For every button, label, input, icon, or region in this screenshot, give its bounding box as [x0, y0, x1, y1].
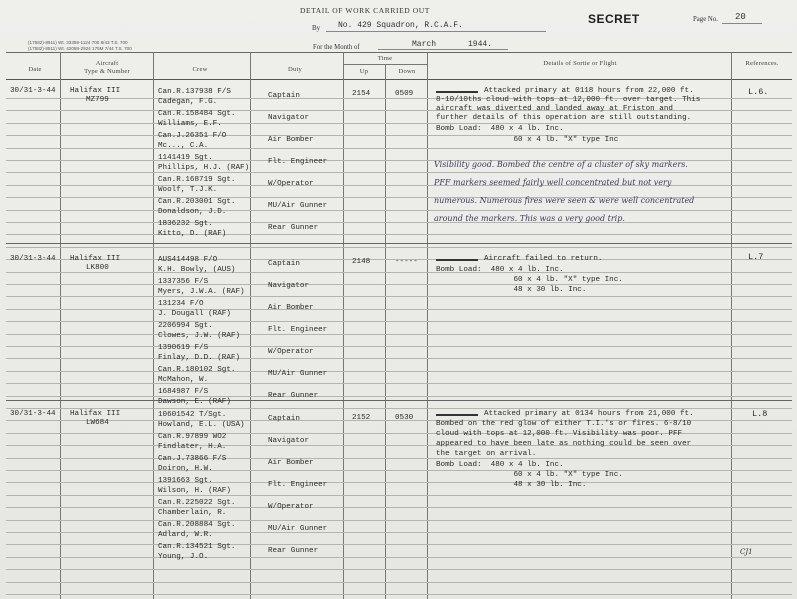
col-header-crew: Crew: [192, 66, 208, 73]
reference: L.6.: [748, 87, 769, 97]
details-line: 60 x 4 lb. "X" type Inc: [436, 136, 619, 144]
ruled-line: [6, 408, 792, 409]
ruled-line: [6, 296, 792, 297]
crew-name: Myers, J.W.A. (RAF): [158, 288, 245, 296]
aircraft-type: Halifax III: [70, 255, 121, 263]
crew-duty: Flt. Engineer: [268, 326, 328, 334]
crew-name: Clowes, J.W. (RAF): [158, 332, 241, 340]
ruled-line: [6, 470, 792, 471]
aircraft-number: LK800: [86, 264, 109, 272]
ruled-line: [6, 582, 792, 583]
ruled-line: [6, 222, 792, 223]
ruled-line: [6, 495, 792, 496]
crew-service-number: Can.R.208884 Sgt.: [158, 521, 236, 529]
ruled-line: [6, 532, 792, 533]
crew-service-number: Can.J.73866 F/S: [158, 455, 227, 463]
ruled-line: [6, 234, 792, 235]
crew-name: Phillips, H.J. (RAF): [158, 164, 250, 172]
form-codes: (17582)-8511) Wt. 33359-1124 700 8/43 T.S. 700 (17582)-8511) Wt. 42058-2924 175M 7/44 T.S. 700: [28, 40, 132, 51]
crew-duty: W/Operator: [268, 180, 314, 188]
crew-duty: W/Operator: [268, 503, 314, 511]
details-line: Attacked primary at 0134 hours from 21,000 ft.: [484, 410, 694, 418]
ruled-line: [6, 396, 792, 397]
crew-duty: Navigator: [268, 114, 310, 122]
crew-service-number: Can.R.97899 WO2: [158, 433, 227, 441]
time-up: 2152: [352, 414, 371, 422]
page-underline: [722, 23, 762, 24]
handwritten-note: around the markers. This was a very good trip.: [434, 214, 625, 223]
ruled-line: [6, 458, 792, 459]
crew-service-number: 10601542 T/Sgt.: [158, 411, 227, 419]
sortie-date: 30/31-3-44: [10, 87, 56, 95]
details-line: Attacked primary at 0118 hours from 22,000 ft.: [484, 87, 694, 95]
crew-service-number: Can.R.158484 Sgt.: [158, 110, 236, 118]
sortie-date: 30/31-3-44: [10, 410, 56, 418]
crew-name: Wilson, H. (RAF): [158, 487, 231, 495]
ruled-line: [6, 482, 792, 483]
crew-duty: W/Operator: [268, 348, 314, 356]
col-header-up: Up: [359, 68, 369, 75]
crew-name: K.H. Bowly, (AUS): [158, 266, 236, 274]
crew-duty: Navigator: [268, 437, 310, 445]
crew-duty: Air Bomber: [268, 136, 314, 144]
details-line: Bombed on the red glow of either T.I.'s or fires. 6-8/10: [436, 420, 692, 428]
crew-service-number: 1337356 F/S: [158, 278, 209, 286]
crew-service-number: Can.R.203001 Sgt.: [158, 198, 236, 206]
details-line: 60 x 4 lb. "X" type Inc.: [436, 471, 623, 479]
col-header-date: Date: [28, 66, 42, 73]
ruled-line: [6, 110, 792, 111]
crew-duty: Captain: [268, 260, 300, 268]
crew-name: McMahon, W.: [158, 376, 209, 384]
crew-service-number: Can.R.180102 Sgt.: [158, 366, 236, 374]
ruled-line: [6, 594, 792, 595]
ruled-line: [6, 569, 792, 570]
crew-name: Williams, E.F.: [158, 120, 222, 128]
crew-name: Woolf, T.J.K.: [158, 186, 218, 194]
crew-service-number: Can.R.225022 Sgt.: [158, 499, 236, 507]
crew-name: Young, J.O.: [158, 553, 209, 561]
ruled-line: [6, 371, 792, 372]
month-label: For the Month of: [313, 44, 360, 51]
handwritten-note: Visibility good. Bombed the centre of a cluster of sky markers.: [434, 160, 688, 169]
ruled-line: [6, 309, 792, 310]
ruled-line: [6, 123, 792, 124]
strikeout-mark: [436, 91, 478, 93]
crew-duty: MU/Air Gunner: [268, 525, 328, 533]
month-underline: [378, 49, 508, 50]
crew-duty: Rear Gunner: [268, 392, 319, 400]
crew-duty: Captain: [268, 92, 300, 100]
details-line: Aircraft failed to return.: [484, 255, 603, 263]
time-up: 2154: [352, 90, 371, 98]
handwritten-note: numerous. Numerous fires were seen & were well concentrated: [434, 196, 695, 205]
details-line: further details of this operation are still outstanding.: [436, 114, 692, 122]
ruled-line: [6, 358, 792, 359]
details-line: 48 x 30 lb. Inc.: [436, 286, 587, 294]
details-line: 48 x 30 lb. Inc.: [436, 481, 587, 489]
by-label: By: [312, 24, 321, 32]
details-line: appeared to have been late as nothing could be seen over: [436, 440, 692, 448]
squadron-name: No. 429 Squadron, R.C.A.F.: [338, 21, 463, 30]
crew-duty: Flt. Engineer: [268, 481, 328, 489]
details-line: cloud with tops at 12,000 ft. Visibility was poor. PFF: [436, 430, 683, 438]
ruled-line: [6, 148, 792, 149]
by-underline: [326, 31, 546, 32]
crew-duty: Air Bomber: [268, 459, 314, 467]
aircraft-number: LW684: [86, 419, 109, 427]
ruled-line: [6, 520, 792, 521]
sortie-separator: [6, 243, 792, 244]
reference: L.7: [748, 252, 764, 262]
details-line: 60 x 4 lb. "X" type Inc.: [436, 276, 623, 284]
crew-name: Findlater, H.A.: [158, 443, 227, 451]
crew-name: Dawson, E. (RAF): [158, 398, 231, 406]
crew-service-number: AUS414498 F/O: [158, 256, 218, 264]
strikeout-mark: [436, 259, 478, 261]
crew-service-number: 1390619 F/S: [158, 344, 209, 352]
ruled-line: [6, 210, 792, 211]
crew-service-number: Can.R.137938 F/S: [158, 88, 231, 96]
ruled-line: [6, 284, 792, 285]
page-number: 20: [735, 12, 746, 22]
crew-service-number: Can.J.26351 F/O: [158, 132, 227, 140]
time-up: 2148: [352, 258, 371, 266]
time-down: 0530: [395, 414, 414, 422]
ruled-line: [6, 321, 792, 322]
sortie-separator: [6, 400, 792, 401]
ruled-line: [6, 544, 792, 545]
crew-service-number: 1836232 Sgt.: [158, 220, 213, 228]
details-line: Bomb Load: 480 x 4 lb. Inc.: [436, 266, 564, 274]
aircraft-type: Halifax III: [70, 87, 121, 95]
strikeout-mark: [436, 414, 478, 416]
ruled-line: [6, 334, 792, 335]
crew-name: Doiron, H.W.: [158, 465, 213, 473]
ruled-line: [6, 272, 792, 273]
ruled-line: [6, 557, 792, 558]
crew-name: Howland, E.L. (USA): [158, 421, 245, 429]
ruled-line: [6, 383, 792, 384]
col-header-aircraft: Aircraft Type & Number: [84, 60, 130, 75]
crew-duty: Captain: [268, 415, 300, 423]
document-title: DETAIL OF WORK CARRIED OUT: [300, 6, 430, 15]
crew-service-number: 1141419 Sgt.: [158, 154, 213, 162]
crew-name: Chamberlain, R.: [158, 509, 227, 517]
crew-duty: MU/Air Gunner: [268, 202, 328, 210]
crew-duty: Flt. Engineer: [268, 158, 328, 166]
col-header-time: Time: [377, 55, 393, 62]
details-line: Bomb Load: 480 x 4 lb. Inc.: [436, 461, 564, 469]
time-down: 0509: [395, 90, 414, 98]
details-line: the target on arrival.: [436, 450, 537, 458]
crew-service-number: Can.R.134521 Sgt.: [158, 543, 236, 551]
ruled-line: [6, 247, 792, 248]
col-header-details: Details of Sortie or Flight: [543, 60, 617, 67]
crew-duty: MU/Air Gunner: [268, 370, 328, 378]
ruled-line: [6, 172, 792, 173]
col-header-duty: Duty: [288, 66, 302, 73]
crew-service-number: Can.R.168719 Sgt.: [158, 176, 236, 184]
crew-service-number: 1684987 F/S: [158, 388, 209, 396]
crew-duty: Air Bomber: [268, 304, 314, 312]
header-bottom-border: [6, 79, 792, 80]
details-line: 8-10/10ths cloud with tops at 12,000 ft. over target. This: [436, 96, 701, 104]
crew-name: Finlay, D.D. (RAF): [158, 354, 241, 362]
crew-name: Cadegan, F.G.: [158, 98, 218, 106]
crew-name: J. Dougall (RAF): [158, 310, 231, 318]
secret-stamp: SECRET: [588, 12, 640, 26]
table-top-border: [6, 52, 792, 53]
col-header-down: Down: [398, 68, 416, 75]
crew-service-number: 1391663 Sgt.: [158, 477, 213, 485]
crew-name: Adlard, W.R.: [158, 531, 213, 539]
ruled-line: [6, 346, 792, 347]
crew-duty: Rear Gunner: [268, 224, 319, 232]
crew-name: Donaldson, J.D.: [158, 208, 227, 216]
crew-name: Mc..., C.A.: [158, 142, 209, 150]
ruled-line: [6, 135, 792, 136]
year-value: 1944.: [468, 40, 493, 49]
crew-service-number: 131234 F/O: [158, 300, 204, 308]
crew-service-number: 2206994 Sgt.: [158, 322, 213, 330]
month-value: March: [412, 40, 437, 49]
sortie-date: 30/31-3-44: [10, 255, 56, 263]
crew-duty: Rear Gunner: [268, 547, 319, 555]
details-line: aircraft was diverted and landed away at Friston and: [436, 105, 673, 113]
handwritten-note: PFF markers seemed fairly well concentrated but not very: [434, 178, 672, 187]
ruled-line: [6, 507, 792, 508]
col-header-references: References.: [745, 60, 779, 67]
details-line: Bomb Load: 480 x 4 lb. Inc.: [436, 125, 564, 133]
crew-duty: Navigator: [268, 282, 310, 290]
ruled-line: [6, 185, 792, 186]
crew-name: Kitto, D. (RAF): [158, 230, 227, 238]
reference: L.8: [752, 409, 768, 419]
footer-mark: CJ1: [740, 548, 753, 556]
time-down: -----: [395, 258, 418, 266]
aircraft-number: MZ799: [86, 96, 109, 104]
aircraft-type: Halifax III: [70, 410, 121, 418]
page-label: Page No.: [693, 16, 718, 23]
col-divider-5: [385, 64, 386, 599]
